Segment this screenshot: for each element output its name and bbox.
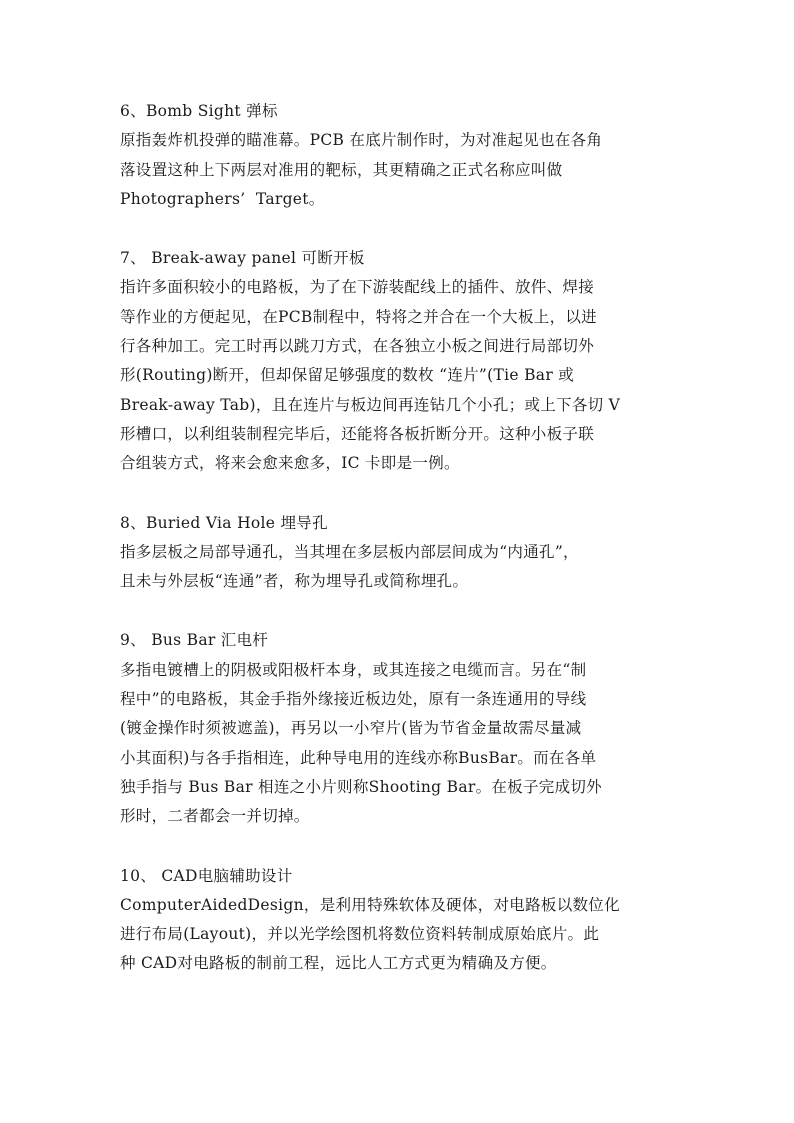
entry-heading: 9、 Bus Bar 汇电杆 — [120, 631, 269, 650]
entry-text-line: 形时，二者都会一并切掉。 — [120, 807, 310, 826]
entry-text-line: 等作业的方便起见，在PCB制程中，特将之并合在一个大板上，以进 — [120, 307, 597, 326]
entry-cad — [120, 862, 690, 979]
entry-text-line: 行各种加工。完工时再以跳刀方式，在各独立小板之间进行局部切外 — [120, 337, 595, 356]
entry-text-line: 种 CAD对电路板的制前工程，远比人工方式更为精确及方便。 — [120, 954, 557, 973]
entry-text-line: 多指电镀槽上的阴极或阳极杆本身，或其连接之电缆而言。另在“制 — [120, 660, 587, 679]
entry-heading: 8、Buried Via Hole 埋导孔 — [120, 513, 328, 532]
entry-text-line: 形(Routing)断开，但却保留足够强度的数枚 “连片”(Tie Bar 或 — [120, 366, 575, 385]
entry-text-line: 原指轰炸机投弹的瞄准幕。PCB 在底片制作时，为对准起见也在各角 — [120, 131, 603, 150]
entry-text-line: 指许多面积较小的电路板，为了在下游装配线上的插件、放件、焊接 — [120, 278, 595, 297]
document-page — [120, 97, 690, 1009]
entry-text-line: ComputerAidedDesign，是利用特殊软体及硬体，对电路板以数位化 — [120, 895, 620, 914]
entry-text-line: 落设置这种上下两层对准用的靶标，其更精确之正式名称应叫做 — [120, 160, 563, 179]
entry-buried-via-hole — [120, 509, 690, 597]
entry-heading: 6、Bomb Sight 弹标 — [120, 102, 278, 120]
entry-text-line: Photographers’ Target。 — [120, 189, 325, 208]
entry-text-line: 指多层板之局部导通孔，当其埋在多层板内部层间成为“内通孔”， — [120, 542, 579, 561]
entry-text-line: 程中”的电路板，其金手指外缘接近板边处，原有一条连通用的导线 — [120, 690, 587, 709]
entry-bomb-sight — [120, 97, 690, 214]
entry-break-away-panel — [120, 244, 690, 478]
entry-text-line: 合组装方式，将来会愈来愈多，IC 卡即是一例。 — [120, 454, 460, 473]
entry-bus-bar — [120, 626, 690, 831]
entry-text-line: 且未与外层板“连通”者，称为埋导孔或简称埋孔。 — [120, 572, 469, 591]
entry-heading: 10、 CAD电脑辅助设计 — [120, 866, 293, 885]
entry-text-line: 进行布局(Layout)，并以光学绘图机将数位资料转制成原始底片。此 — [120, 925, 600, 944]
entry-text-line: 小其面积)与各手指相连，此种导电用的连线亦称BusBar。而在各单 — [120, 748, 597, 767]
entry-text-line: 形槽口，以利组装制程完毕后，还能将各板折断分开。这种小板子联 — [120, 424, 595, 443]
entry-heading: 7、 Break-away panel 可断开板 — [120, 249, 365, 268]
entry-text-line: (镀金操作时须被遮盖)，再另以一小窄片(皆为节省金量故需尽量减 — [120, 719, 582, 738]
entry-text-line: Break-away Tab)，且在连片与板边间再连钻几个小孔；或上下各切 V — [120, 395, 621, 414]
entry-text-line: 独手指与 Bus Bar 相连之小片则称Shooting Bar。在板子完成切外 — [120, 777, 602, 796]
